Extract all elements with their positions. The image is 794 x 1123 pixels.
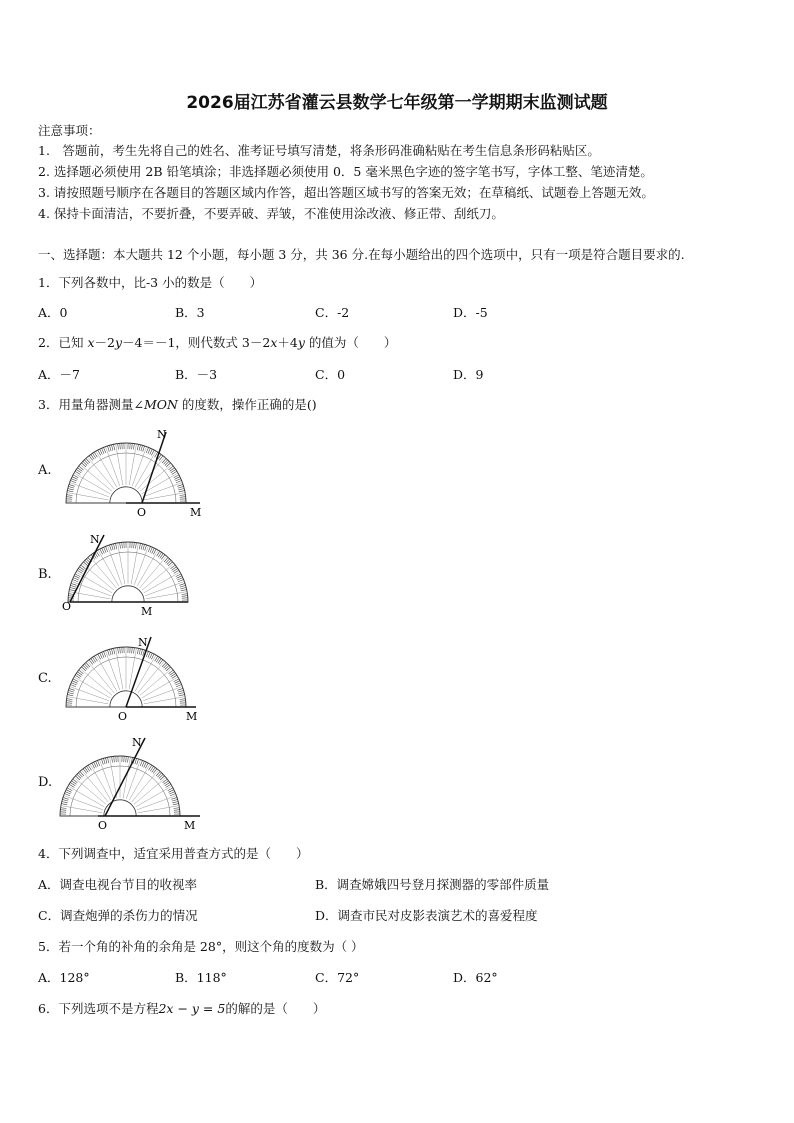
protractor-figures <box>0 420 794 840</box>
protractor-c <box>66 647 186 707</box>
point-n-b: N <box>90 533 100 546</box>
point-m-d: M <box>184 819 196 832</box>
point-o-b: O <box>62 600 72 613</box>
q4-option-b: B．调查嫦娥四号登月探测器的零部件质量 <box>315 877 550 892</box>
notice-item-3: 3. 请按照题号顺序在各题目的答题区域内作答，超出答题区域书写的答案无效；在草稿纸、试题卷上答题无效。 <box>38 185 654 200</box>
point-n-d: N <box>132 736 142 749</box>
question-5-stem: 5．若一个角的补角的余角是 28°，则这个角的度数为（ ） <box>38 939 364 954</box>
point-m-b: M <box>141 605 153 618</box>
question-6-stem: 6．下列选项不是方程2x − y = 5的解的是（ ） <box>38 1001 326 1016</box>
q4-option-a: A．调查电视台节目的收视率 <box>38 877 198 892</box>
point-n-c: N <box>138 636 148 649</box>
q1-option-c: C．-2 <box>315 305 350 320</box>
q3-option-b-label: B. <box>38 567 52 582</box>
protractor-figure-c <box>66 636 197 723</box>
point-m-c: M <box>186 710 198 723</box>
q2-option-d: D．9 <box>453 367 484 382</box>
point-o-d: O <box>98 819 108 832</box>
q1-option-d: D．-5 <box>453 305 488 320</box>
q2-option-a: A．－7 <box>38 367 80 382</box>
q5-option-c: C．72° <box>315 970 360 985</box>
point-o-c: O <box>118 710 128 723</box>
notice-item-2: 2. 选择题必须使用 2B 铅笔填涂；非选择题必须使用 0．5 毫米黑色字迹的签字笔书写，字体工整、笔迹清楚。 <box>38 164 653 179</box>
q1-option-b: B．3 <box>175 305 205 320</box>
question-3-stem: 3．用量角器测量∠MON 的度数，操作正确的是() <box>38 397 317 412</box>
notice-heading: 注意事项： <box>38 123 101 138</box>
q5-option-a: A．128° <box>38 970 90 985</box>
q4-option-c: C．调查炮弹的杀伤力的情况 <box>38 908 198 923</box>
page-title: 2026届江苏省灌云县数学七年级第一学期期末监测试题 <box>186 93 608 113</box>
protractor-figure-d <box>60 736 200 832</box>
q4-option-d: D．调查市民对皮影表演艺术的喜爱程度 <box>315 908 538 923</box>
notice-item-1: 1. 答题前，考生先将自己的姓名、准考证号填写清楚，将条形码准确粘贴在考生信息条形码粘贴区。 <box>38 143 600 158</box>
q3-option-a-label: A. <box>38 463 52 478</box>
protractor-figure-b <box>62 533 188 618</box>
point-o-a: O <box>137 506 147 519</box>
q2-option-c: C．0 <box>315 367 346 382</box>
protractor-figure-a <box>66 428 201 519</box>
point-n-a: N <box>157 428 167 441</box>
question-2-stem: 2．已知 x－2y－4＝－1，则代数式 3－2x＋4y 的值为（ ） <box>38 335 397 350</box>
protractor-a <box>66 443 186 503</box>
question-4-stem: 4．下列调查中，适宜采用普查方式的是（ ） <box>38 846 309 861</box>
q2-option-b: B．－3 <box>175 367 218 382</box>
q3-option-d-label: D. <box>38 775 53 790</box>
q1-option-a: A．0 <box>38 305 68 320</box>
q5-option-b: B．118° <box>175 970 227 985</box>
notice-item-4: 4. 保持卡面清洁，不要折叠，不要弄破、弄皱，不准使用涂改液、修正带、刮纸刀。 <box>38 206 504 221</box>
q5-option-d: D．62° <box>453 970 498 985</box>
q3-option-c-label: C. <box>38 671 52 686</box>
point-m-a: M <box>190 506 202 519</box>
section-heading: 一、选择题：本大题共 12 个小题，每小题 3 分，共 36 分.在每小题给出的四个选项中，只有一项是符合题目要求的. <box>38 247 685 262</box>
question-1-stem: 1．下列各数中，比-3 小的数是（ ） <box>38 275 263 290</box>
